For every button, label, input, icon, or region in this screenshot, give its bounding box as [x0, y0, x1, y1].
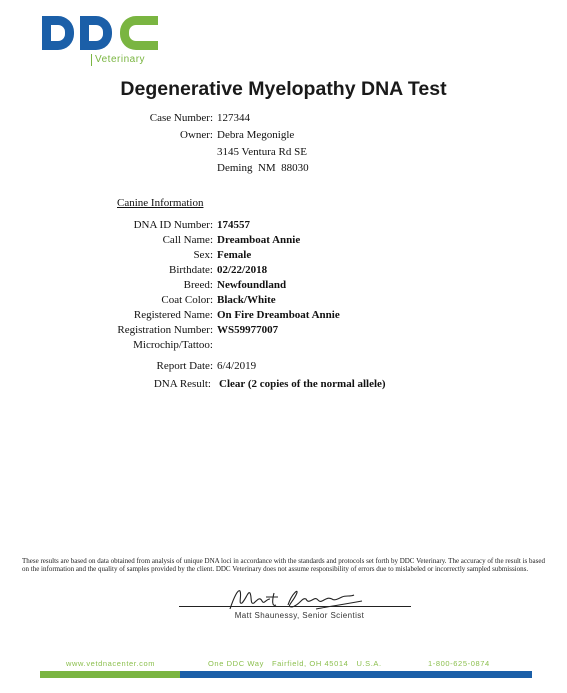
owner-name: Debra Megonigle — [217, 129, 295, 141]
dna-id-label: DNA ID Number: — [133, 219, 213, 231]
birthdate-value: 02/22/2018 — [217, 264, 268, 276]
logo-subtitle: Veterinary — [95, 54, 146, 65]
footer-color-bar — [40, 671, 532, 678]
breed-label: Breed: — [183, 279, 213, 291]
registration-number-label: Registration Number: — [117, 324, 213, 336]
registered-name-label: Registered Name: — [133, 309, 213, 321]
dna-result-label: DNA Result: — [153, 378, 211, 390]
birthdate-label: Birthdate: — [169, 264, 213, 276]
footer-phone: 1-800-625-0874 — [428, 659, 490, 668]
report-date-value: 6/4/2019 — [217, 360, 257, 372]
call-name-value: Dreamboat Annie — [217, 234, 301, 246]
signature-line — [179, 606, 411, 607]
logo-divider — [91, 54, 92, 66]
microchip-label: Microchip/Tattoo: — [133, 339, 213, 351]
owner-address-line2: Deming NM 88030 — [217, 162, 309, 174]
canine-info-heading: Canine Information — [117, 197, 204, 209]
coat-color-value: Black/White — [217, 294, 276, 306]
case-number-label: Case Number: — [149, 112, 213, 124]
sex-label: Sex: — [193, 249, 213, 261]
registered-name-value: On Fire Dreamboat Annie — [217, 309, 340, 321]
disclaimer-text: These results are based on data obtained from analysis of unique DNA loci in accordance with the standards and protocols set forth by DDC Veterinary. The accuracy of the result is based on the information and the quality of samples provided by the client. DDC Veterinary does not assume responsibility of errors due to mislabeled or incorrectly sampled submissions. — [22, 557, 545, 574]
signer-name-title: Matt Shaunessy, Senior Scientist — [234, 611, 365, 620]
call-name-label: Call Name: — [162, 234, 213, 246]
coat-color-label: Coat Color: — [161, 294, 213, 306]
footer — [40, 659, 532, 671]
footer-address: One DDC Way Fairfield, OH 45014 U.S.A. — [208, 659, 382, 668]
breed-value: Newfoundland — [217, 279, 287, 291]
sex-value: Female — [217, 249, 252, 261]
dna-id-value: 174557 — [217, 219, 250, 231]
owner-label: Owner: — [180, 129, 213, 141]
page-title: Degenerative Myelopathy DNA Test — [120, 78, 447, 100]
case-number-value: 127344 — [217, 112, 250, 124]
footer-website: www.vetdnacenter.com — [66, 659, 156, 668]
owner-address-line1: 3145 Ventura Rd SE — [217, 146, 307, 158]
registration-number-value: WS59977007 — [217, 324, 279, 336]
report-date-label: Report Date: — [156, 360, 213, 372]
dna-result-value: Clear (2 copies of the normal allele) — [219, 378, 386, 390]
